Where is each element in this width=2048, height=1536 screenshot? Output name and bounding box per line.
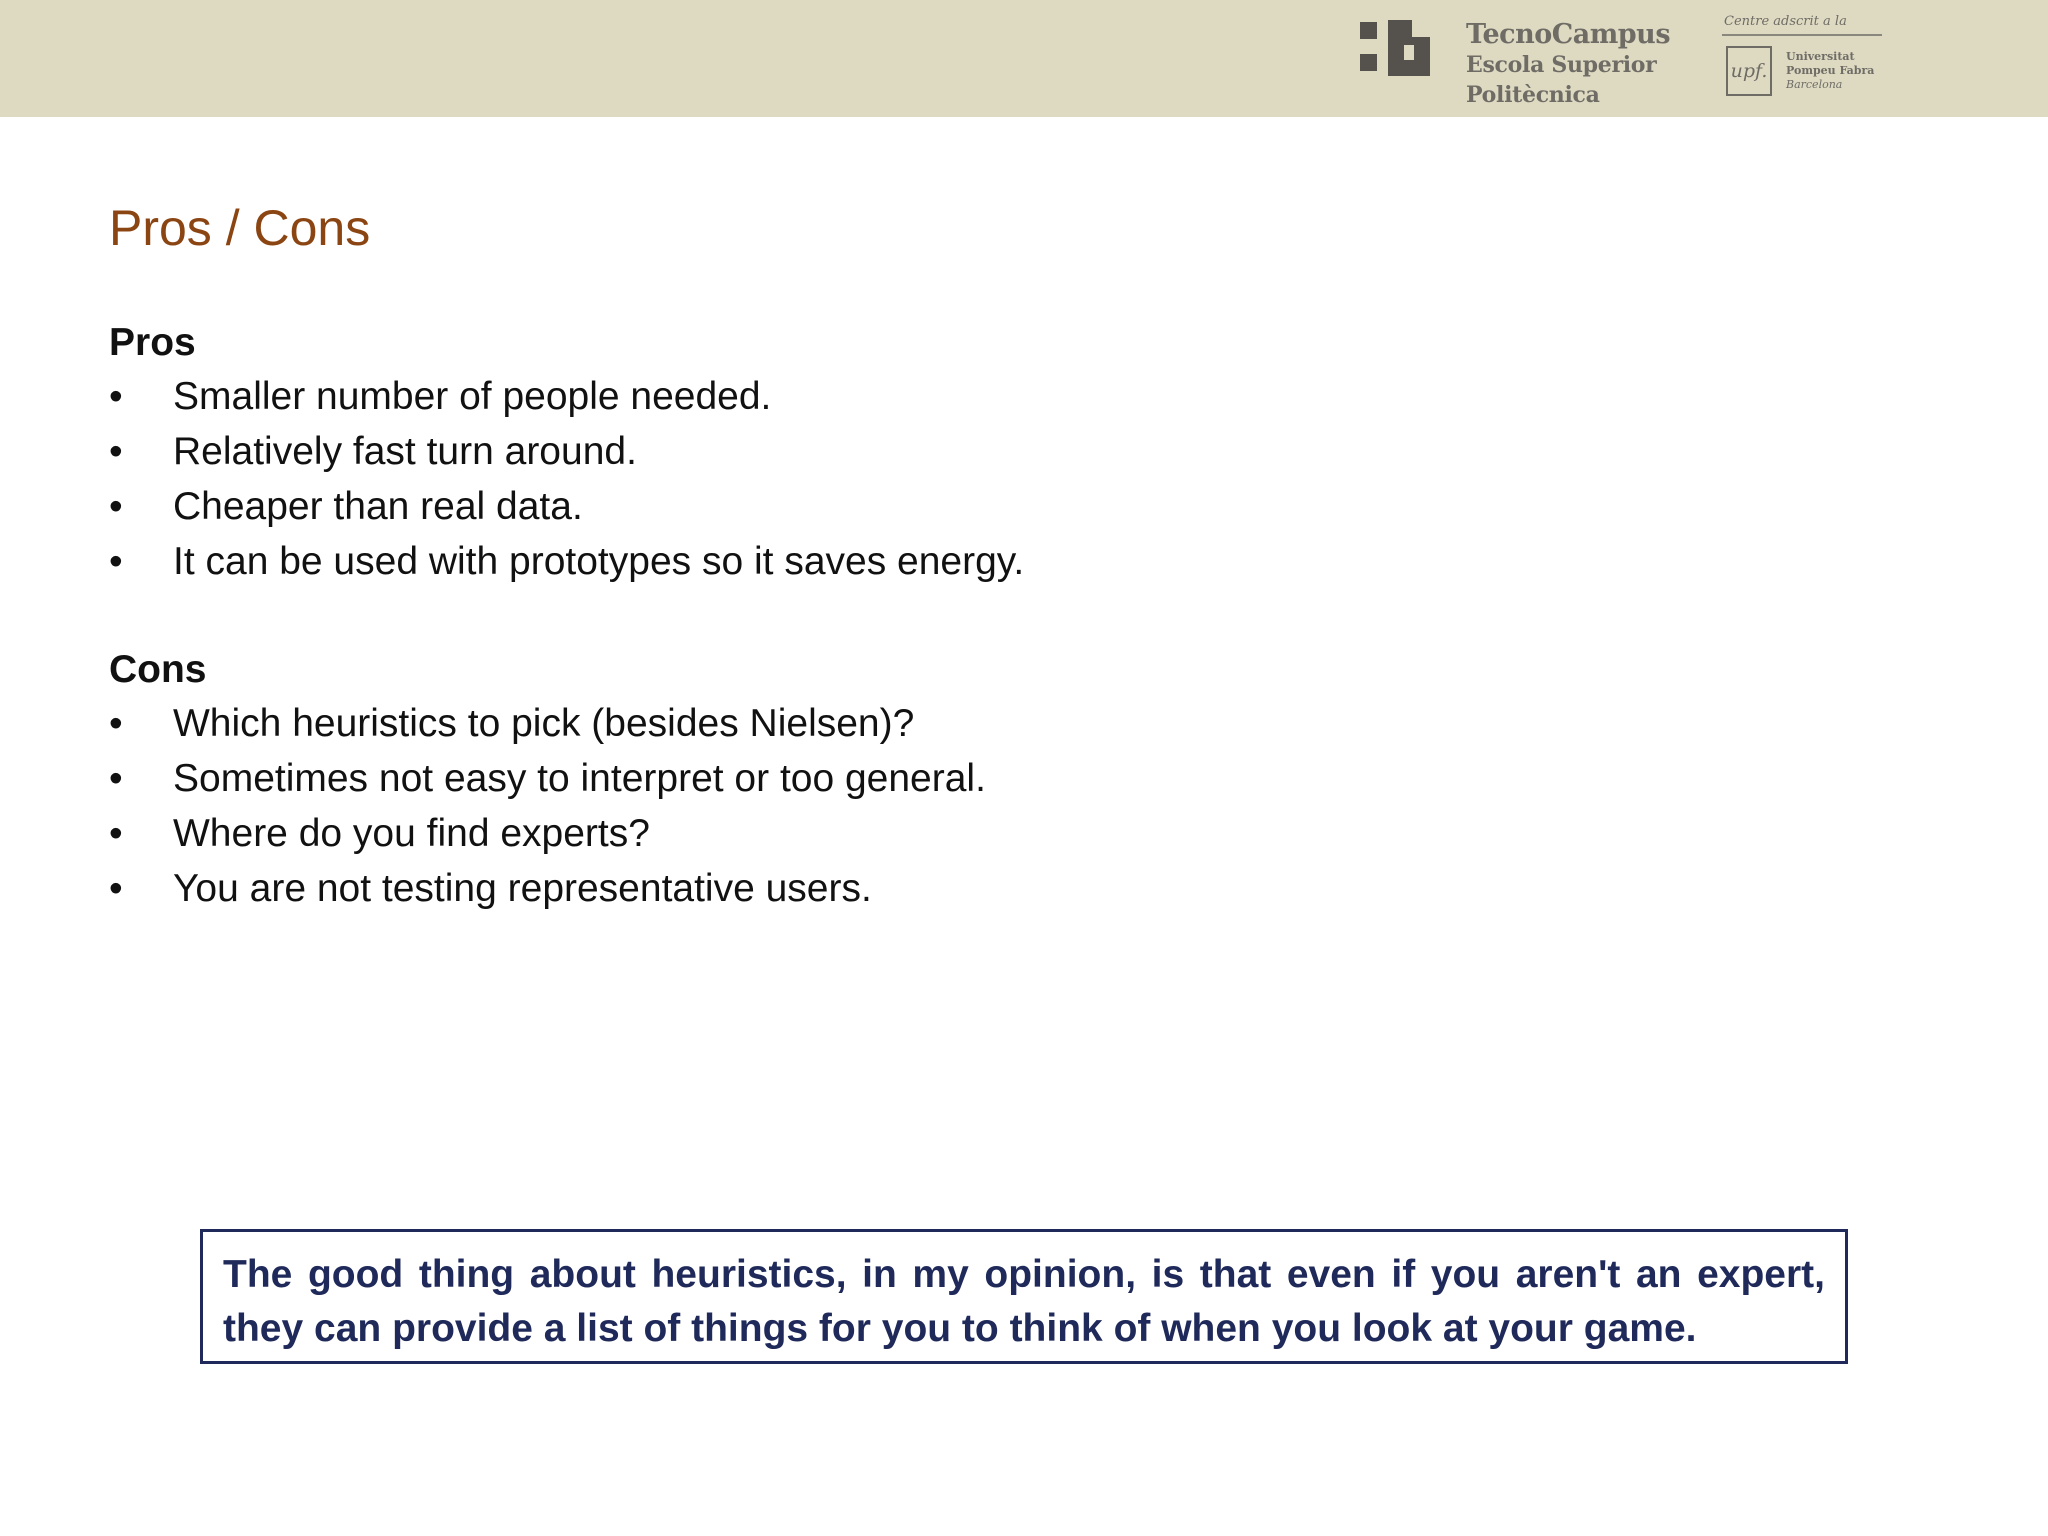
bullet-icon: • bbox=[109, 430, 123, 473]
bullet-icon: • bbox=[109, 867, 123, 910]
tecnocampus-name: TecnoCampus bbox=[1466, 19, 1671, 50]
bullet-icon: • bbox=[109, 485, 123, 528]
tecnocampus-school: Escola Superior bbox=[1466, 52, 1657, 78]
upf-logo bbox=[1722, 14, 1884, 104]
callout-box: The good thing about heuristics, in my opinion, is that even if you aren't an expert, they can provide a list of things for you to think of when you look at your game. bbox=[200, 1229, 1848, 1364]
list-item-text: Smaller number of people needed. bbox=[173, 375, 772, 418]
list-item-text: It can be used with prototypes so it saves energy. bbox=[173, 540, 1025, 583]
upf-mark-icon: upf. bbox=[1726, 46, 1772, 96]
bullet-icon: • bbox=[109, 702, 123, 745]
list-item-text: Where do you find experts? bbox=[173, 812, 650, 855]
list-item-text: Which heuristics to pick (besides Nielsen)? bbox=[173, 702, 915, 745]
tecnocampus-mark-icon bbox=[1360, 20, 1442, 76]
bullet-icon: • bbox=[109, 375, 123, 418]
upf-affiliation-text: Centre adscrit a la bbox=[1724, 14, 1847, 29]
bullet-icon: • bbox=[109, 812, 123, 855]
upf-divider bbox=[1722, 34, 1882, 36]
bullet-icon: • bbox=[109, 540, 123, 583]
tecnocampus-wordmark bbox=[1466, 20, 1670, 110]
upf-name-line3: Barcelona bbox=[1786, 78, 1843, 91]
upf-name-line1: Universitat bbox=[1786, 50, 1855, 63]
list-item-text: Cheaper than real data. bbox=[173, 485, 583, 528]
cons-heading: Cons bbox=[109, 648, 207, 691]
list-item-text: Relatively fast turn around. bbox=[173, 430, 637, 473]
bullet-icon: • bbox=[109, 757, 123, 800]
tecnocampus-logo bbox=[1360, 19, 1671, 108]
upf-name-line2: Pompeu Fabra bbox=[1786, 64, 1875, 77]
list-item-text: You are not testing representative users. bbox=[173, 867, 872, 910]
header-band bbox=[0, 0, 2048, 117]
upf-name bbox=[1786, 50, 1874, 92]
list-item-text: Sometimes not easy to interpret or too general. bbox=[173, 757, 986, 800]
pros-heading: Pros bbox=[109, 321, 196, 364]
tecnocampus-school-2: Politècnica bbox=[1466, 82, 1600, 108]
slide-title: Pros / Cons bbox=[109, 200, 371, 256]
